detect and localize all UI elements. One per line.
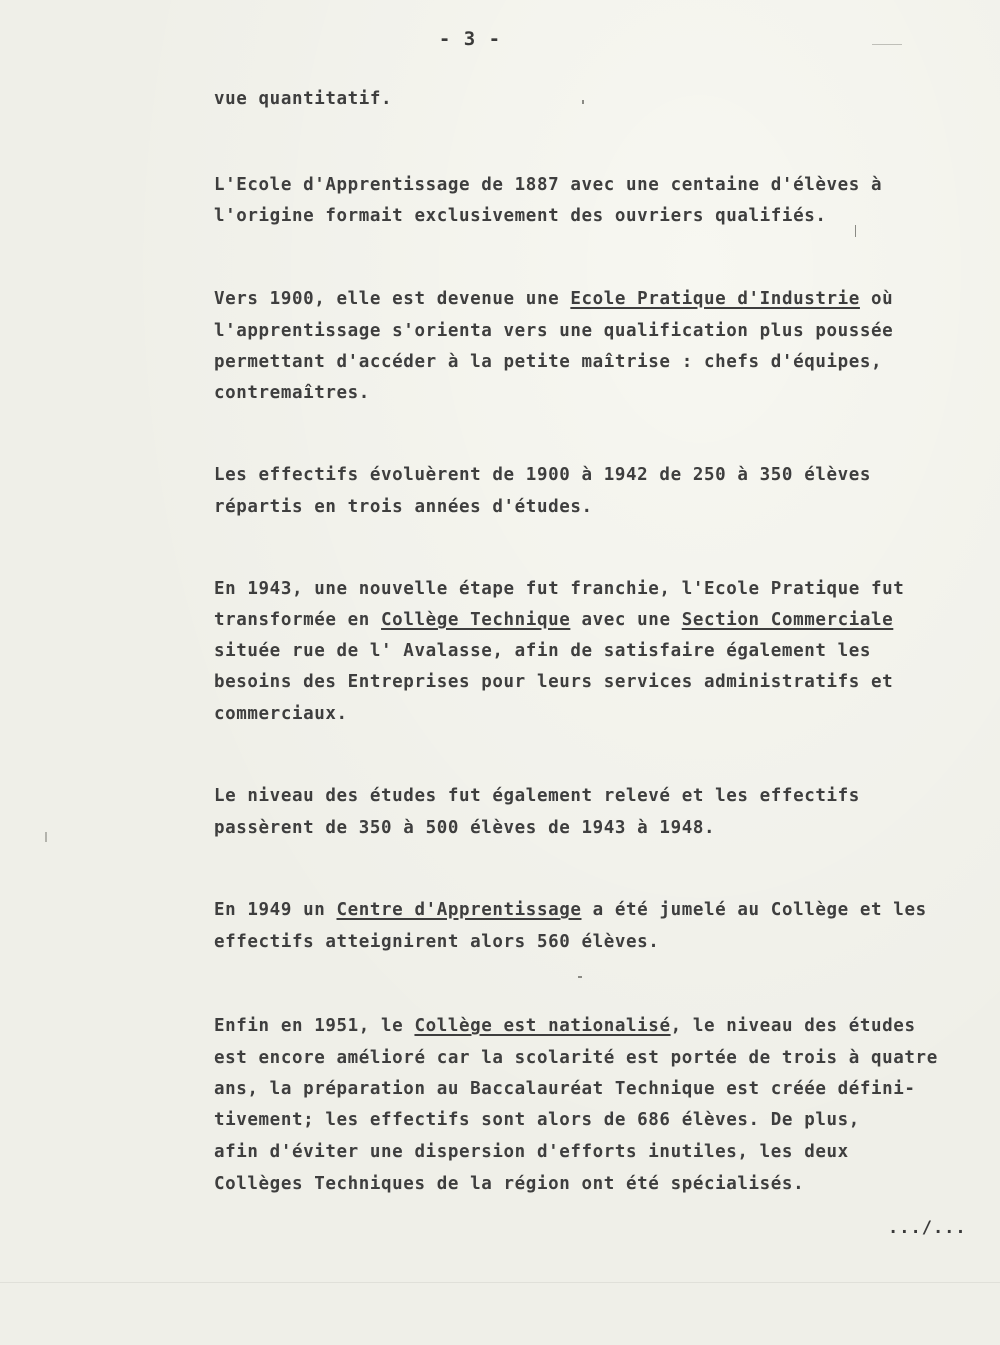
text-segment: passèrent de 350 à 500 élèves de 1943 à 1948. <box>214 818 716 838</box>
text-segment: En 1943, une nouvelle étape fut franchie, l'Ecole Pratique fut <box>214 579 905 599</box>
text-segment: Vers 1900, elle est devenue une <box>214 289 571 309</box>
underlined-term: Collège est nationalisé <box>414 1016 671 1036</box>
text-line <box>214 1078 916 1100</box>
text-segment: vue quantitatif. <box>214 89 393 109</box>
text-segment: ans, la préparation au Baccalauréat Technique est créée défini- <box>214 1079 916 1099</box>
text-line <box>214 640 871 662</box>
text-line <box>214 817 715 839</box>
text-segment: tivement; les effectifs sont alors de 686 élèves. De plus, <box>214 1110 860 1130</box>
continuation-mark: .../... <box>888 1218 967 1238</box>
text-line <box>214 88 392 110</box>
text-segment: L'Ecole d'Apprentissage de 1887 avec une centaine d'élèves à <box>214 175 883 195</box>
text-line <box>214 320 893 342</box>
underlined-term: Ecole Pratique d'Industrie <box>570 289 860 309</box>
text-line <box>214 288 893 310</box>
text-line <box>214 578 904 600</box>
text-segment: Collèges Techniques de la région ont été spécialisés. <box>214 1174 805 1194</box>
text-segment: est encore amélioré car la scolarité est portée de trois à quatre <box>214 1048 938 1068</box>
paper-speck <box>582 100 584 104</box>
text-segment: avec une <box>570 610 682 630</box>
text-segment: l'origine formait exclusivement des ouvriers qualifiés. <box>214 206 827 226</box>
paper-speck <box>45 832 47 842</box>
text-line <box>214 671 893 693</box>
text-line <box>214 205 826 227</box>
text-line <box>214 785 860 807</box>
text-segment: besoins des Entreprises pour leurs services administratifs et <box>214 672 894 692</box>
text-line <box>214 1047 938 1069</box>
text-segment: Le niveau des études fut également relevé et les effectifs <box>214 786 860 806</box>
text-segment: commerciaux. <box>214 704 348 724</box>
text-segment: Enfin en 1951, le <box>214 1016 415 1036</box>
paper-speck <box>855 225 856 237</box>
paper-speck <box>872 44 902 45</box>
text-segment: afin d'éviter une dispersion d'efforts inutiles, les deux <box>214 1142 849 1162</box>
underlined-term: Section Commerciale <box>681 610 894 630</box>
text-segment: contremaîtres. <box>214 383 370 403</box>
text-segment: l'apprentissage s'orienta vers une qualification plus poussée <box>214 321 894 341</box>
paper-fold-line <box>0 1282 1000 1283</box>
text-segment: située rue de l' Avalasse, afin de satisfaire également les <box>214 641 872 661</box>
text-line <box>214 1141 849 1163</box>
text-line <box>214 1015 916 1037</box>
text-line <box>214 496 593 518</box>
text-segment: Les effectifs évoluèrent de 1900 à 1942 de 250 à 350 élèves <box>214 465 872 485</box>
text-line <box>214 464 871 486</box>
page-number: - 3 - <box>438 28 502 50</box>
text-line <box>214 174 882 196</box>
text-line <box>214 899 927 921</box>
underlined-term: Collège Technique <box>381 610 571 630</box>
text-line <box>214 351 882 373</box>
text-line <box>214 609 893 631</box>
text-line <box>214 1109 860 1131</box>
text-segment: transformée en <box>214 610 382 630</box>
text-segment: , le niveau des études <box>670 1016 916 1036</box>
text-line <box>214 382 370 404</box>
text-segment: a été jumelé au Collège et les <box>581 900 927 920</box>
text-segment: où <box>859 289 894 309</box>
paper-speck <box>578 976 582 978</box>
text-line <box>214 931 659 953</box>
text-segment: effectifs atteignirent alors 560 élèves. <box>214 932 660 952</box>
text-line <box>214 703 348 725</box>
text-segment: En 1949 un <box>214 900 337 920</box>
text-line <box>214 1173 804 1195</box>
underlined-term: Centre d'Apprentissage <box>336 900 582 920</box>
text-segment: répartis en trois années d'études. <box>214 497 593 517</box>
text-segment: permettant d'accéder à la petite maîtrise : chefs d'équipes, <box>214 352 883 372</box>
